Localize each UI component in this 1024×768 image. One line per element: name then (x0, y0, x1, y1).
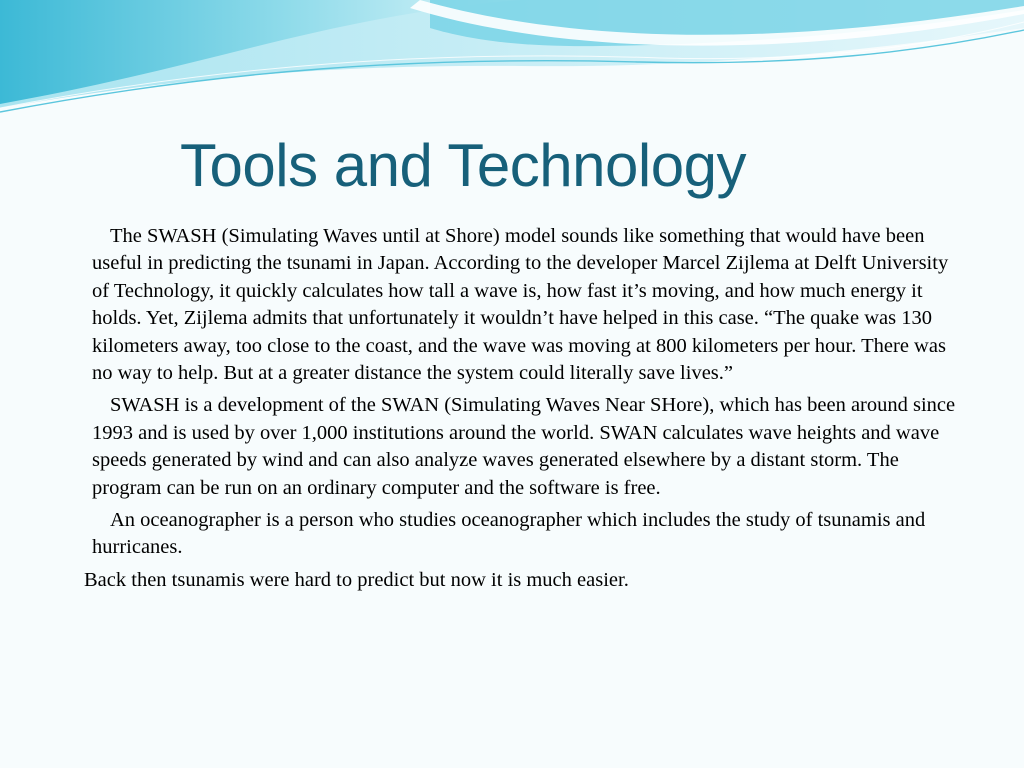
paragraph-conclusion: Back then tsunamis were hard to predict but now it is much easier. (84, 568, 629, 591)
wave-header-decoration (0, 0, 1024, 120)
paragraph-oceanographer: An oceanographer is a person who studies oceanographer which includes the study of tsunamis and hurricanes. (92, 509, 926, 559)
paragraph-swan: SWASH is a development of the SWAN (Simulating Waves Near SHore), which has been around since 1993 and is used by over 1,000 institutions around the world. SWAN calculates wave heights and wave speeds generated by wind and can also analyze waves generated elsewhere by a distant storm. The program can be run on an ordinary computer and the software is free. (92, 394, 956, 499)
slide-body (84, 223, 964, 599)
paragraph-swash: The SWASH (Simulating Waves until at Shore) model sounds like something that would have been useful in predicting the tsunami in Japan. According to the developer Marcel Zijlema at Delft University of Technology, it quickly calculates how tall a wave is, how fast it’s moving, and how much energy it holds. Yet, Zijlema admits that unfortunately it wouldn’t have helped in this case. “The quake was 130 kilometers away, too close to the coast, and the wave was moving at 800 kilometers per hour. There was no way to help. But at a greater distance the system could literally save lives.” (92, 225, 949, 385)
slide-title: Tools and Technology (180, 132, 746, 199)
